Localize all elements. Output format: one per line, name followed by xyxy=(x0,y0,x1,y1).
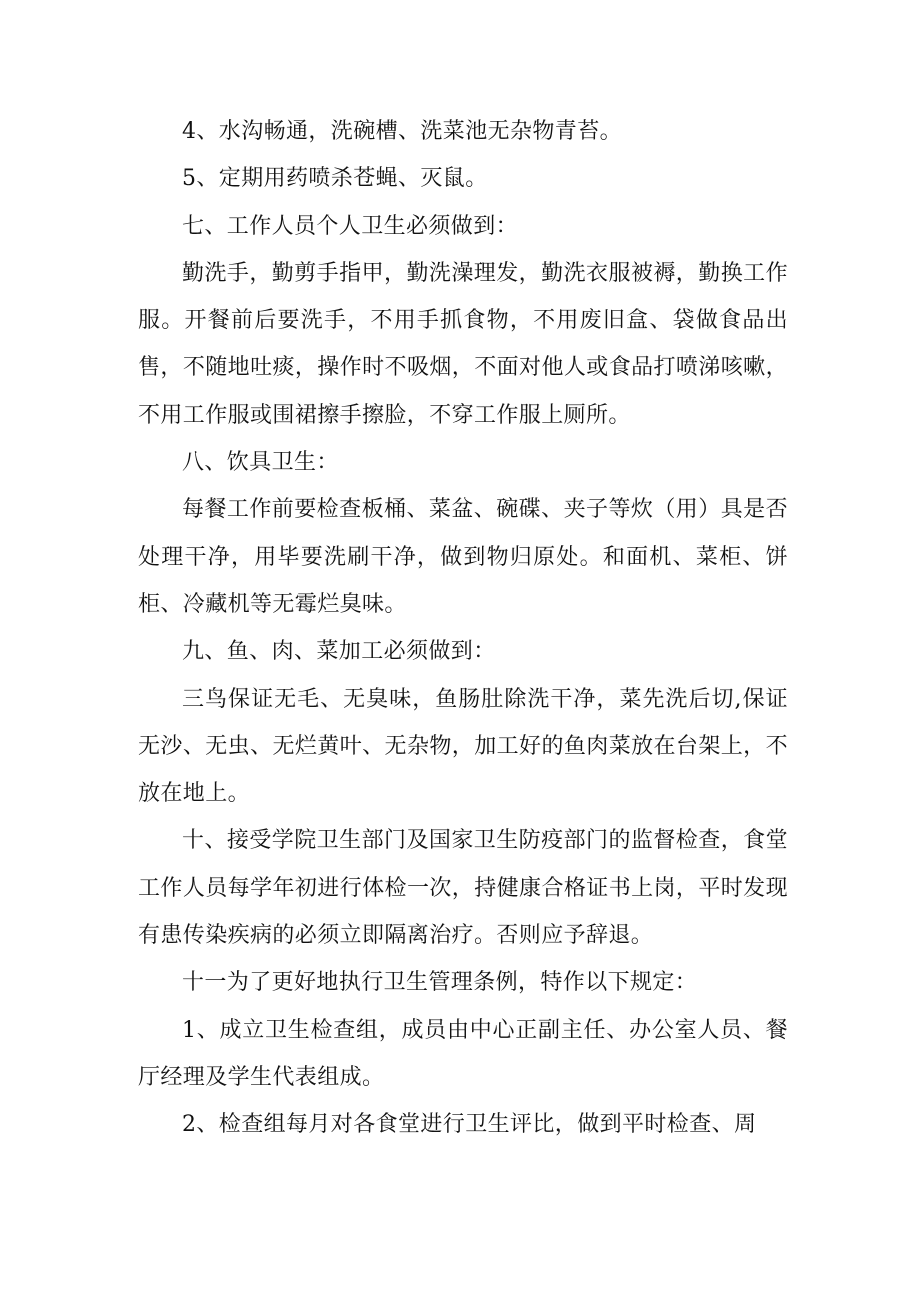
paragraph-food-processing: 三鸟保证无毛、无臭味，鱼肠肚除洗干净，菜先洗后切,保证无沙、无虫、无烂黄叶、无杂物，加工好的鱼肉菜放在台架上，不放在地上。 xyxy=(138,686,788,807)
paragraph-drainage: 4、水沟畅通，洗碗槽、洗菜池无杂物青苔。 xyxy=(182,119,622,144)
paragraph-pest-control: 5、定期用药喷杀苍蝇、灭鼠。 xyxy=(182,166,488,192)
paragraph-utensil-hygiene: 每餐工作前要检查板桶、菜盆、碗碟、夹子等炊（用）具是否处理干净，用毕要洗刷干净，做到物归原处。和面机、菜柜、饼柜、冷藏机等无霉烂臭味。 xyxy=(138,497,788,617)
section-heading-utensil-hygiene: 八、饮具卫生： xyxy=(182,450,339,476)
paragraph-inspection-group: 1、成立卫生检查组，成员由中心正副主任、办公室人员、餐厅经理及学生代表组成。 xyxy=(138,1017,788,1090)
paragraph-monthly-evaluation: 2、检查组每月对各食堂进行卫生评比，做到平时检查、周 xyxy=(182,1112,757,1138)
section-heading-personal-hygiene: 七、工作人员个人卫生必须做到： xyxy=(182,213,519,239)
document-body xyxy=(138,108,788,1149)
paragraph-personal-hygiene: 勤洗手，勤剪手指甲，勤洗澡理发，勤洗衣服被褥，勤换工作服。开餐前后要洗手，不用手抓食物，不用废旧盒、袋做食品出售，不随地吐痰，操作时不吸烟，不面对他人或食品打喷涕咳嗽，不用工作服或围裙擦手擦脸，不穿工作服上厕所。 xyxy=(138,260,788,428)
paragraph-inspection: 十、接受学院卫生部门及国家卫生防疫部门的监督检查，食堂工作人员每学年初进行体检一次，持健康合格证书上岗，平时发现有患传染疾病的必须立即隔离治疗。否则应予辞退。 xyxy=(138,828,788,949)
section-heading-food-processing: 九、鱼、肉、菜加工必须做到： xyxy=(182,639,496,665)
section-heading-regulations: 十一为了更好地执行卫生管理条例，特作以下规定： xyxy=(182,970,698,996)
